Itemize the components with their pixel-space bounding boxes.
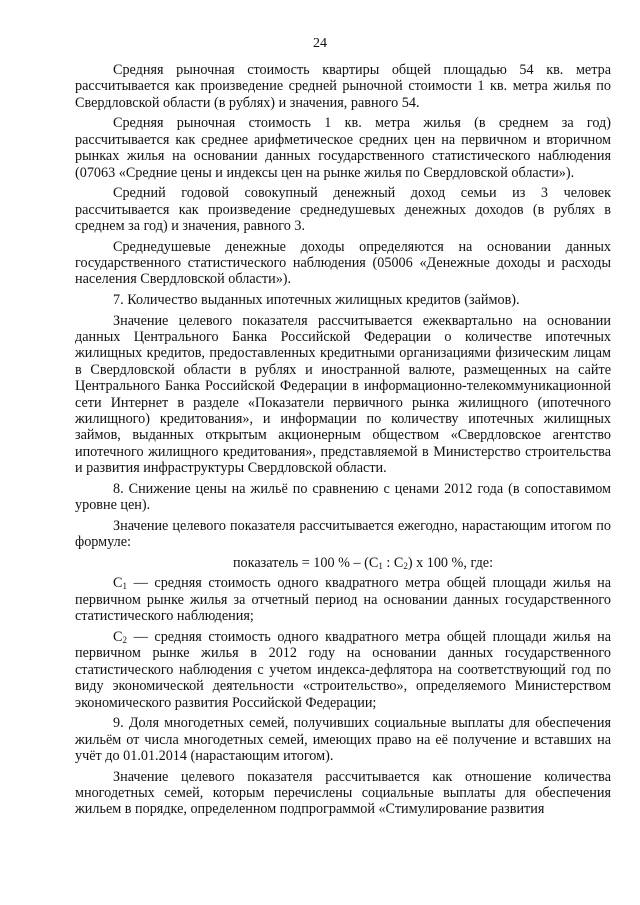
definition-text: — средняя стоимость одного квадратного метра общей площади жилья на первичном рынке жилья в 2012 году на основании данных государственного статистического наблюдения с учетом индекса-дефлятора на соответствующий год по виду экономической деятельности «строительство», определяемого Министерством экономического развития Российской Федерации; xyxy=(75,628,611,711)
variable-letter: С xyxy=(113,628,123,645)
formula xyxy=(75,555,611,571)
formula-subscript: 2 xyxy=(403,560,408,571)
document-body xyxy=(75,62,611,822)
variable-subscript: 2 xyxy=(122,634,127,645)
formula-subscript: 1 xyxy=(378,560,383,571)
formula-part: ) х 100 %, где: xyxy=(407,554,494,571)
paragraph-mortgage-loans: Значение целевого показателя рассчитывается ежеквартально на основании данных Центрального Банка Российской Федерации о количестве ипотечных жилищных кредитов, предоставленных кредитными организациями физическим лицам в Свердловской области в рублях и иностранной валюте, размещенных на сайте Центрального Банка Российской Федерации в информационно-телекоммуникационной сети Интернет в разделе «Показатели первичного рынка жилищного (ипотечного жилищного) кредитования», и информации по количеству ипотечных жилищных займов, выданных открытым акционерным обществом «Свердловское агентство ипотечного жилищного кредитования», представляемой в Министерство строительства и развития инфраструктуры Свердловской области. xyxy=(75,312,611,477)
definition-c2 xyxy=(75,629,611,711)
definition-c1 xyxy=(75,575,611,624)
paragraph-sqm-cost: Средняя рыночная стоимость 1 кв. метра жилья (в среднем за год) рассчитывается как среднее арифметическое средних цен на первичном и вторичном рынках жилья на основании данных государственного статистического наблюдения (07063 «Средние цены и индексы цен на рынке жилья по Свердловской области»). xyxy=(75,115,611,181)
definition-text: — средняя стоимость одного квадратного метра общей площади жилья на первичном рынке жилья за отчетный период на основании данных государственного статистического наблюдения; xyxy=(75,575,611,625)
formula-part: показатель = 100 % – (С xyxy=(232,554,379,571)
section-heading-7: 7. Количество выданных ипотечных жилищных кредитов (займов). xyxy=(113,292,520,309)
formula-part: : С xyxy=(382,554,404,571)
variable-letter: С xyxy=(113,575,123,592)
variable-subscript: 1 xyxy=(122,581,127,592)
paragraph-per-capita-income: Среднедушевые денежные доходы определяются на основании данных государственного статистического наблюдения (05006 «Денежные доходы и расходы населения Свердловской области»). xyxy=(75,238,611,288)
section-heading-8: 8. Снижение цены на жильё по сравнению с ценами 2012 года (в сопоставимом уровне цен). xyxy=(75,480,611,514)
page-number: 24 xyxy=(313,36,327,51)
paragraph-formula-intro: Значение целевого показателя рассчитывается ежегодно, нарастающим итогом по формуле: xyxy=(75,517,611,551)
paragraph-family-income: Средний годовой совокупный денежный доход семьи из 3 человек рассчитывается как произведение среднедушевых денежных доходов (в рублях в среднем за год) и значения, равного 3. xyxy=(75,185,611,235)
paragraph-apartment-cost: Средняя рыночная стоимость квартиры общей площадью 54 кв. метра рассчитывается как произведение средней рыночной стоимости 1 кв. метра жилья по Свердловской области (в рублях) и значения, равного 54. xyxy=(75,62,611,111)
paragraph-large-families: Значение целевого показателя рассчитывается как отношение количества многодетных семей, которым перечислены социальные выплаты для обеспечения жильем в порядке, определенном подпрограммой «Стимулирование развития xyxy=(75,768,611,818)
section-heading-9: 9. Доля многодетных семей, получивших социальные выплаты для обеспечения жильём от числа многодетных семей, имеющих право на её получение и вставших на учёт до 01.01.2014 (нарастающим итогом). xyxy=(75,715,611,764)
